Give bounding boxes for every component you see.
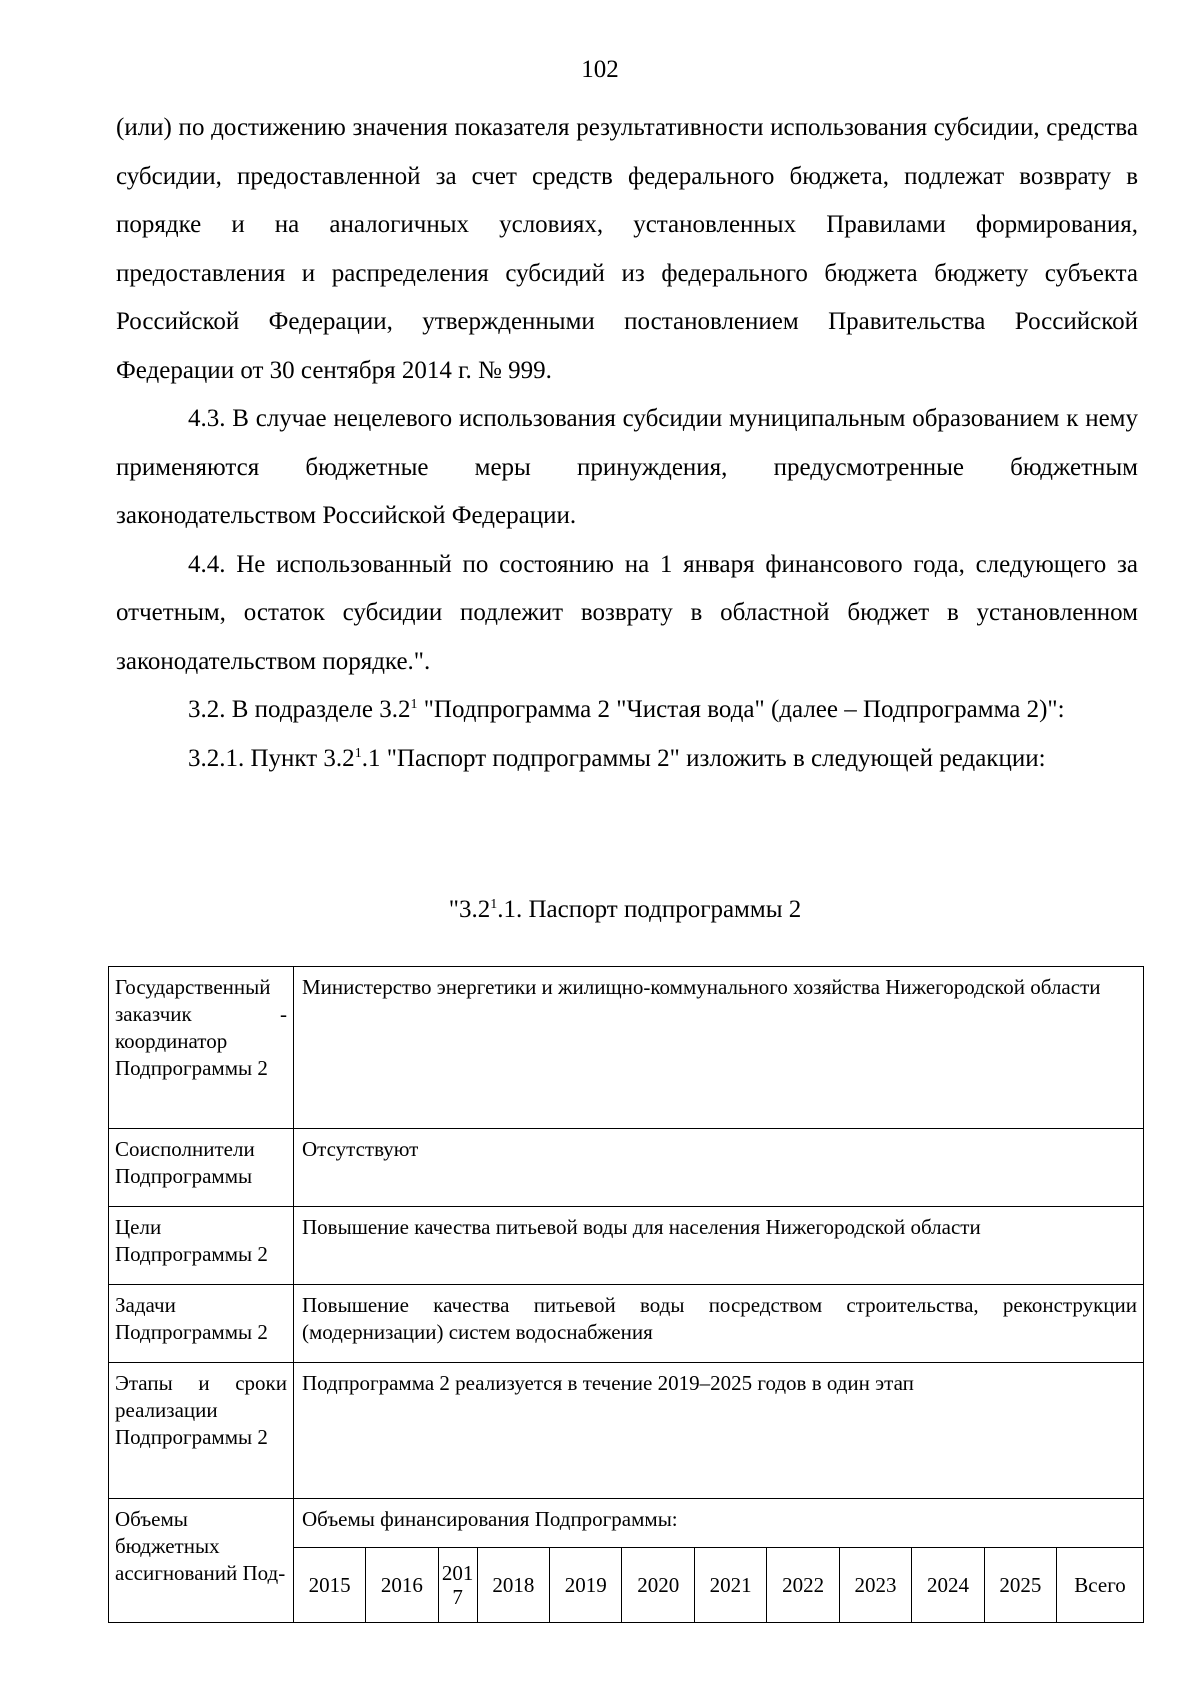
row-label: Соисполнители Подпрограммы	[109, 1129, 294, 1207]
year-cell: 2023	[839, 1548, 911, 1623]
funding-years-table	[294, 1547, 1143, 1622]
row-label: Задачи Подпрограммы 2	[109, 1285, 294, 1363]
year-cell: 2017	[438, 1548, 477, 1623]
row-label: Объемы бюджетных ассигнований Под-	[109, 1499, 294, 1623]
years-row	[294, 1548, 1143, 1623]
superscript: 1	[354, 745, 362, 761]
row-value: Подпрограмма 2 реализуется в течение 2019–2025 годов в один этап	[294, 1363, 1144, 1499]
table-row-funding	[109, 1499, 1144, 1623]
year-cell: 2022	[767, 1548, 839, 1623]
paragraph-3-2	[116, 686, 1138, 735]
body-text	[116, 104, 1138, 783]
row-label: Цели Подпрограммы 2	[109, 1207, 294, 1285]
row-value: Повышение качества питьевой воды посредством строительства, реконструкции (модернизации) систем водоснабжения	[294, 1285, 1144, 1363]
year-cell: 2015	[294, 1548, 366, 1623]
table-row	[109, 1207, 1144, 1285]
page-number: 102	[581, 56, 619, 83]
year-cell: 2021	[694, 1548, 766, 1623]
paragraph-4-4: 4.4. Не использованный по состоянию на 1 января финансового года, следующего за отчетным, остаток субсидии подлежит возврату в областной бюджет в установленном законодательством порядке.".	[116, 550, 1138, 675]
year-cell: 2024	[912, 1548, 984, 1623]
row-label: Этапы и сроки реализации Подпрограммы 2	[109, 1363, 294, 1499]
year-cell: 2018	[477, 1548, 549, 1623]
year-cell: 2020	[622, 1548, 694, 1623]
row-value: Министерство энергетики и жилищно-коммунального хозяйства Нижегородской области	[294, 967, 1144, 1129]
paragraph-3-2-end: "Подпрограмма 2 "Чистая вода" (далее – Подпрограмма 2)":	[417, 696, 1065, 723]
table-caption	[0, 896, 1200, 924]
superscript: 1	[490, 897, 498, 912]
year-cell: 2025	[984, 1548, 1056, 1623]
table-row	[109, 1129, 1144, 1207]
caption-end: .1. Паспорт подпрограммы 2	[497, 896, 802, 923]
table-row	[109, 967, 1144, 1129]
year-cell: 2019	[550, 1548, 622, 1623]
row-label: Государственный заказчик - координатор Подпрограммы 2	[109, 967, 294, 1129]
paragraph-3-2-1-end: .1 "Паспорт подпрограммы 2" изложить в следующей редакции:	[361, 744, 1046, 772]
paragraph-continuation: (или) по достижению значения показателя результативности использования субсидии, средства субсидии, предоставленной за счет средств федерального бюджета, подлежат возврату в порядке и на аналогичных условиях, установленных Правилами формирования, предоставления и распределения субсидий из федерального бюджета бюджету субъекта Российской Федерации, утвержденными постановлением Правительства Российской Федерации от 30 сентября 2014 г. № 999.	[116, 114, 1138, 384]
passport-table	[108, 966, 1144, 1623]
row-value: Повышение качества питьевой воды для населения Нижегородской области	[294, 1207, 1144, 1285]
table-row	[109, 1285, 1144, 1363]
paragraph-4-3: 4.3. В случае нецелевого использования субсидии муниципальным образованием к нему применяются бюджетные меры принуждения, предусмотренные бюджетным законодательством Российской Федерации.	[116, 405, 1138, 529]
caption-start: "3.2	[448, 896, 491, 923]
funding-title: Объемы финансирования Подпрограммы:	[302, 1507, 678, 1531]
row-value: Отсутствуют	[294, 1129, 1144, 1207]
superscript: 1	[410, 697, 418, 712]
paragraph-3-2-1	[116, 735, 1138, 784]
paragraph-3-2-1-start: 3.2.1. Пункт 3.2	[188, 744, 355, 772]
paragraph-3-2-start: 3.2. В подразделе 3.2	[188, 696, 411, 723]
year-cell: 2016	[366, 1548, 438, 1623]
funding-cell	[294, 1499, 1144, 1623]
year-cell: Всего	[1057, 1548, 1143, 1623]
table-row	[109, 1363, 1144, 1499]
